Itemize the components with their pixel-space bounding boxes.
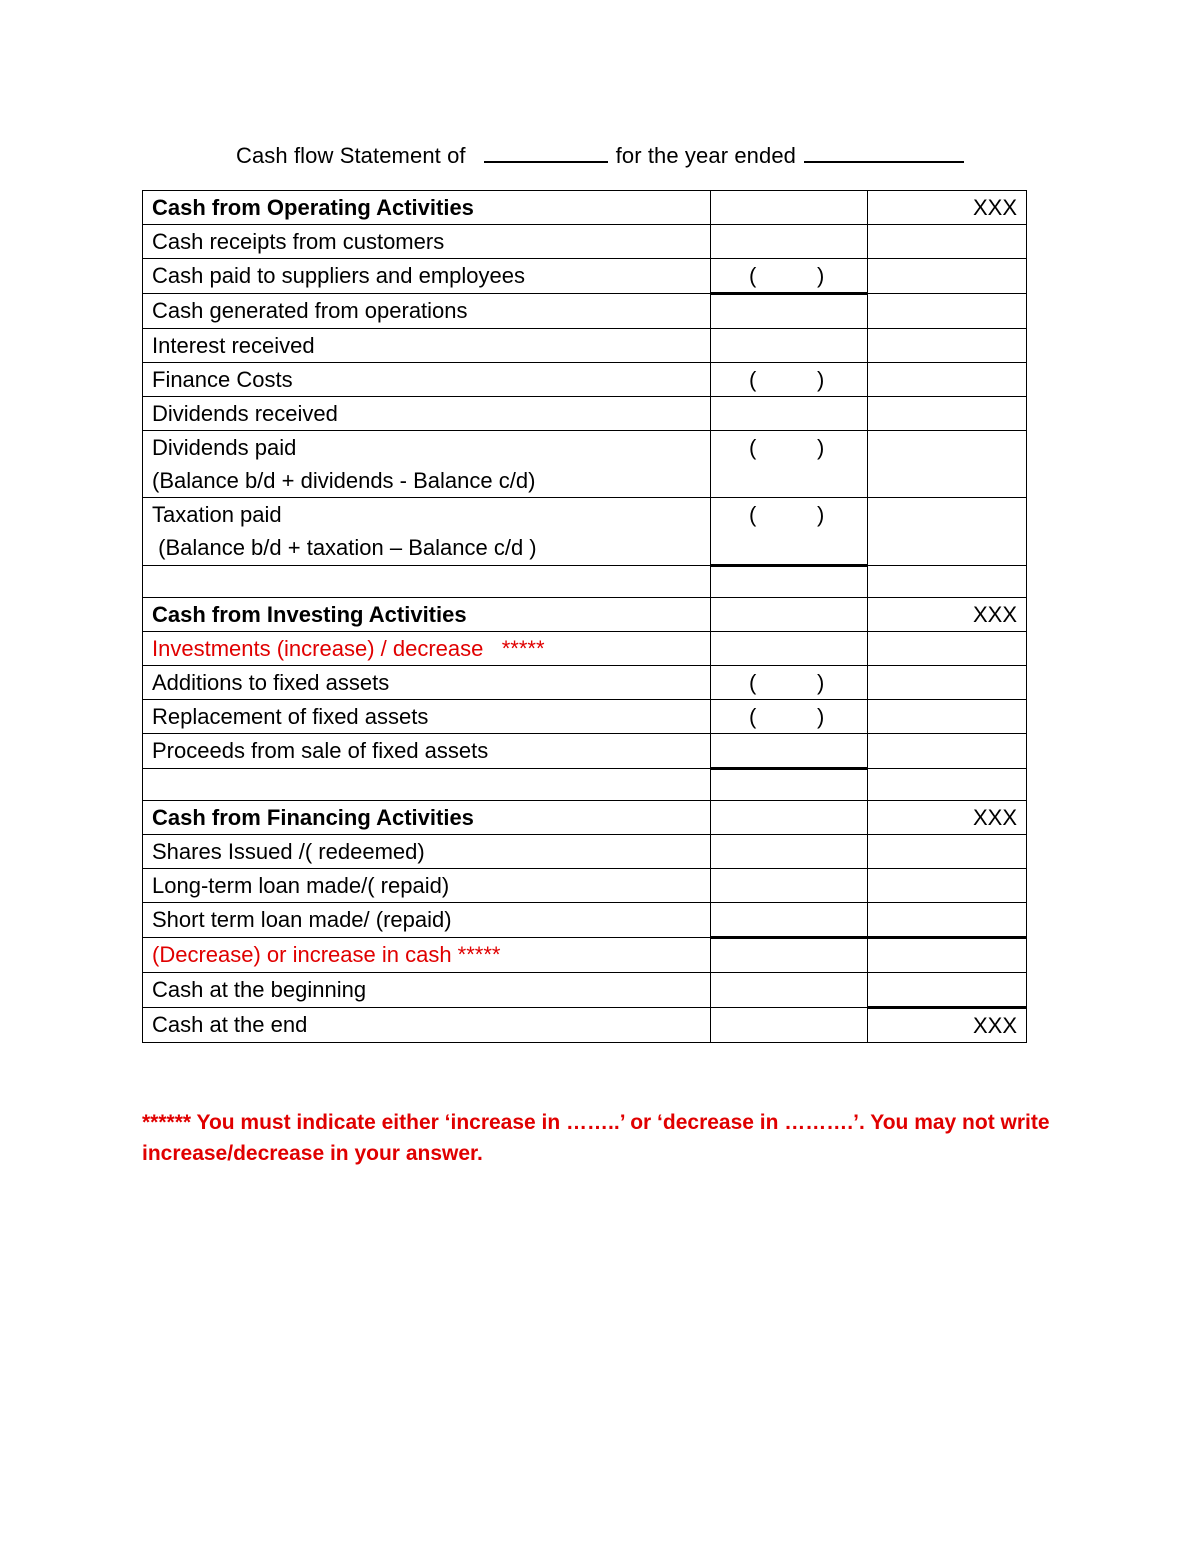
amount-cell: [711, 363, 868, 397]
row-label: Cash receipts from customers: [143, 225, 711, 259]
row-label: Cash paid to suppliers and employees: [143, 259, 711, 294]
amount-cell: [711, 973, 868, 1008]
row-label: Dividends received: [143, 397, 711, 431]
amount-cell: [711, 566, 868, 598]
total-cell: [868, 431, 1027, 498]
amount-cell: [711, 801, 868, 835]
table-row: [143, 835, 1027, 869]
total-cell: [868, 397, 1027, 431]
row-label: [143, 498, 711, 566]
section-heading-investing: Cash from Investing Activities: [143, 598, 711, 632]
row-label: Interest received: [143, 329, 711, 363]
total-cell: XXX: [868, 801, 1027, 835]
amount-cell: [711, 869, 868, 903]
table-row: [143, 973, 1027, 1008]
total-cell: [868, 566, 1027, 598]
amount-cell: [711, 397, 868, 431]
paren-close: ): [817, 704, 825, 729]
paren-open: (: [749, 367, 757, 392]
table-row: [143, 938, 1027, 973]
total-cell: [868, 734, 1027, 769]
table-row: [143, 329, 1027, 363]
title-middle: for the year ended: [615, 143, 797, 168]
paren-open: (: [749, 670, 757, 695]
paren-close: ): [817, 502, 825, 527]
paren-close: ): [817, 367, 825, 392]
row-label: Finance Costs: [143, 363, 711, 397]
table-row: [143, 191, 1027, 225]
total-cell: [868, 259, 1027, 294]
amount-cell: [711, 666, 868, 700]
table-row: [143, 431, 1027, 498]
row-label: (Decrease) or increase in cash *****: [143, 938, 711, 973]
table-row: [143, 259, 1027, 294]
section-heading-financing: Cash from Financing Activities: [143, 801, 711, 835]
row-label: Proceeds from sale of fixed assets: [143, 734, 711, 769]
table-row: [143, 700, 1027, 734]
paren-open: (: [749, 502, 757, 527]
amount-cell: [711, 734, 868, 769]
statement-title: [0, 143, 1200, 169]
amount-cell: [711, 191, 868, 225]
total-cell: [868, 938, 1027, 973]
row-label: Cash at the beginning: [143, 973, 711, 1008]
row-label: [143, 431, 711, 498]
table-row: [143, 397, 1027, 431]
table-row: [143, 294, 1027, 329]
total-cell: [868, 632, 1027, 666]
table-row: [143, 801, 1027, 835]
amount-cell: [711, 598, 868, 632]
amount-cell: [711, 498, 868, 566]
section-heading-operating: Cash from Operating Activities: [143, 191, 711, 225]
total-cell: [868, 835, 1027, 869]
row-label: [143, 769, 711, 801]
table-row: [143, 869, 1027, 903]
paren-close: ): [817, 435, 825, 460]
title-prefix: Cash flow Statement of: [235, 143, 466, 168]
amount-cell: [711, 329, 868, 363]
total-cell: [868, 869, 1027, 903]
table-row: [143, 598, 1027, 632]
paren-open: (: [749, 263, 757, 288]
total-cell: [868, 498, 1027, 566]
table-row: [143, 498, 1027, 566]
amount-cell: [711, 938, 868, 973]
cash-flow-table: [142, 190, 1027, 1043]
total-cell: [868, 225, 1027, 259]
row-label: Additions to fixed assets: [143, 666, 711, 700]
row-label: Cash generated from operations: [143, 294, 711, 329]
table-row: [143, 903, 1027, 938]
year-ended-blank: [804, 143, 964, 163]
amount-cell: [711, 903, 868, 938]
amount-cell: [711, 700, 868, 734]
amount-cell: [711, 835, 868, 869]
table-row: [143, 632, 1027, 666]
paren-open: (: [749, 435, 757, 460]
amount-cell: [711, 225, 868, 259]
row-label: Short term loan made/ (repaid): [143, 903, 711, 938]
amount-cell: [711, 431, 868, 498]
row-label: Investments (increase) / decrease *****: [143, 632, 711, 666]
row-label-line2: (Balance b/d + dividends - Balance c/d): [152, 468, 536, 493]
total-cell: [868, 903, 1027, 938]
table-row: [143, 666, 1027, 700]
amount-cell: [711, 1008, 868, 1043]
table-row: [143, 566, 1027, 598]
total-cell: [868, 666, 1027, 700]
total-cell: [868, 769, 1027, 801]
amount-cell: [711, 294, 868, 329]
table-row: [143, 225, 1027, 259]
paren-close: ): [817, 670, 825, 695]
row-label: Replacement of fixed assets: [143, 700, 711, 734]
row-label: Cash at the end: [143, 1008, 711, 1043]
table-row: [143, 1008, 1027, 1043]
table-row: [143, 363, 1027, 397]
total-cell: [868, 363, 1027, 397]
total-cell: XXX: [868, 1008, 1027, 1043]
company-name-blank: [484, 143, 608, 163]
amount-cell: [711, 769, 868, 801]
row-label: [143, 566, 711, 598]
row-label-line1: Taxation paid: [152, 502, 282, 527]
total-cell: [868, 294, 1027, 329]
total-cell: [868, 973, 1027, 1008]
row-label-line1: Dividends paid: [152, 435, 297, 460]
paren-open: (: [749, 704, 757, 729]
table-row: [143, 734, 1027, 769]
amount-cell: [711, 632, 868, 666]
total-cell: [868, 329, 1027, 363]
row-label: Long-term loan made/( repaid): [143, 869, 711, 903]
total-cell: [868, 700, 1027, 734]
total-cell: XXX: [868, 191, 1027, 225]
table-row: [143, 769, 1027, 801]
row-label-line2: (Balance b/d + taxation – Balance c/d ): [152, 535, 537, 560]
amount-cell: [711, 259, 868, 294]
instruction-note: ****** You must indicate either ‘increase in ……..’ or ‘decrease in ……….’. You may not write increase/decrease in your answer.: [142, 1111, 1050, 1165]
row-label: Shares Issued /( redeemed): [143, 835, 711, 869]
total-cell: XXX: [868, 598, 1027, 632]
paren-close: ): [817, 263, 825, 288]
